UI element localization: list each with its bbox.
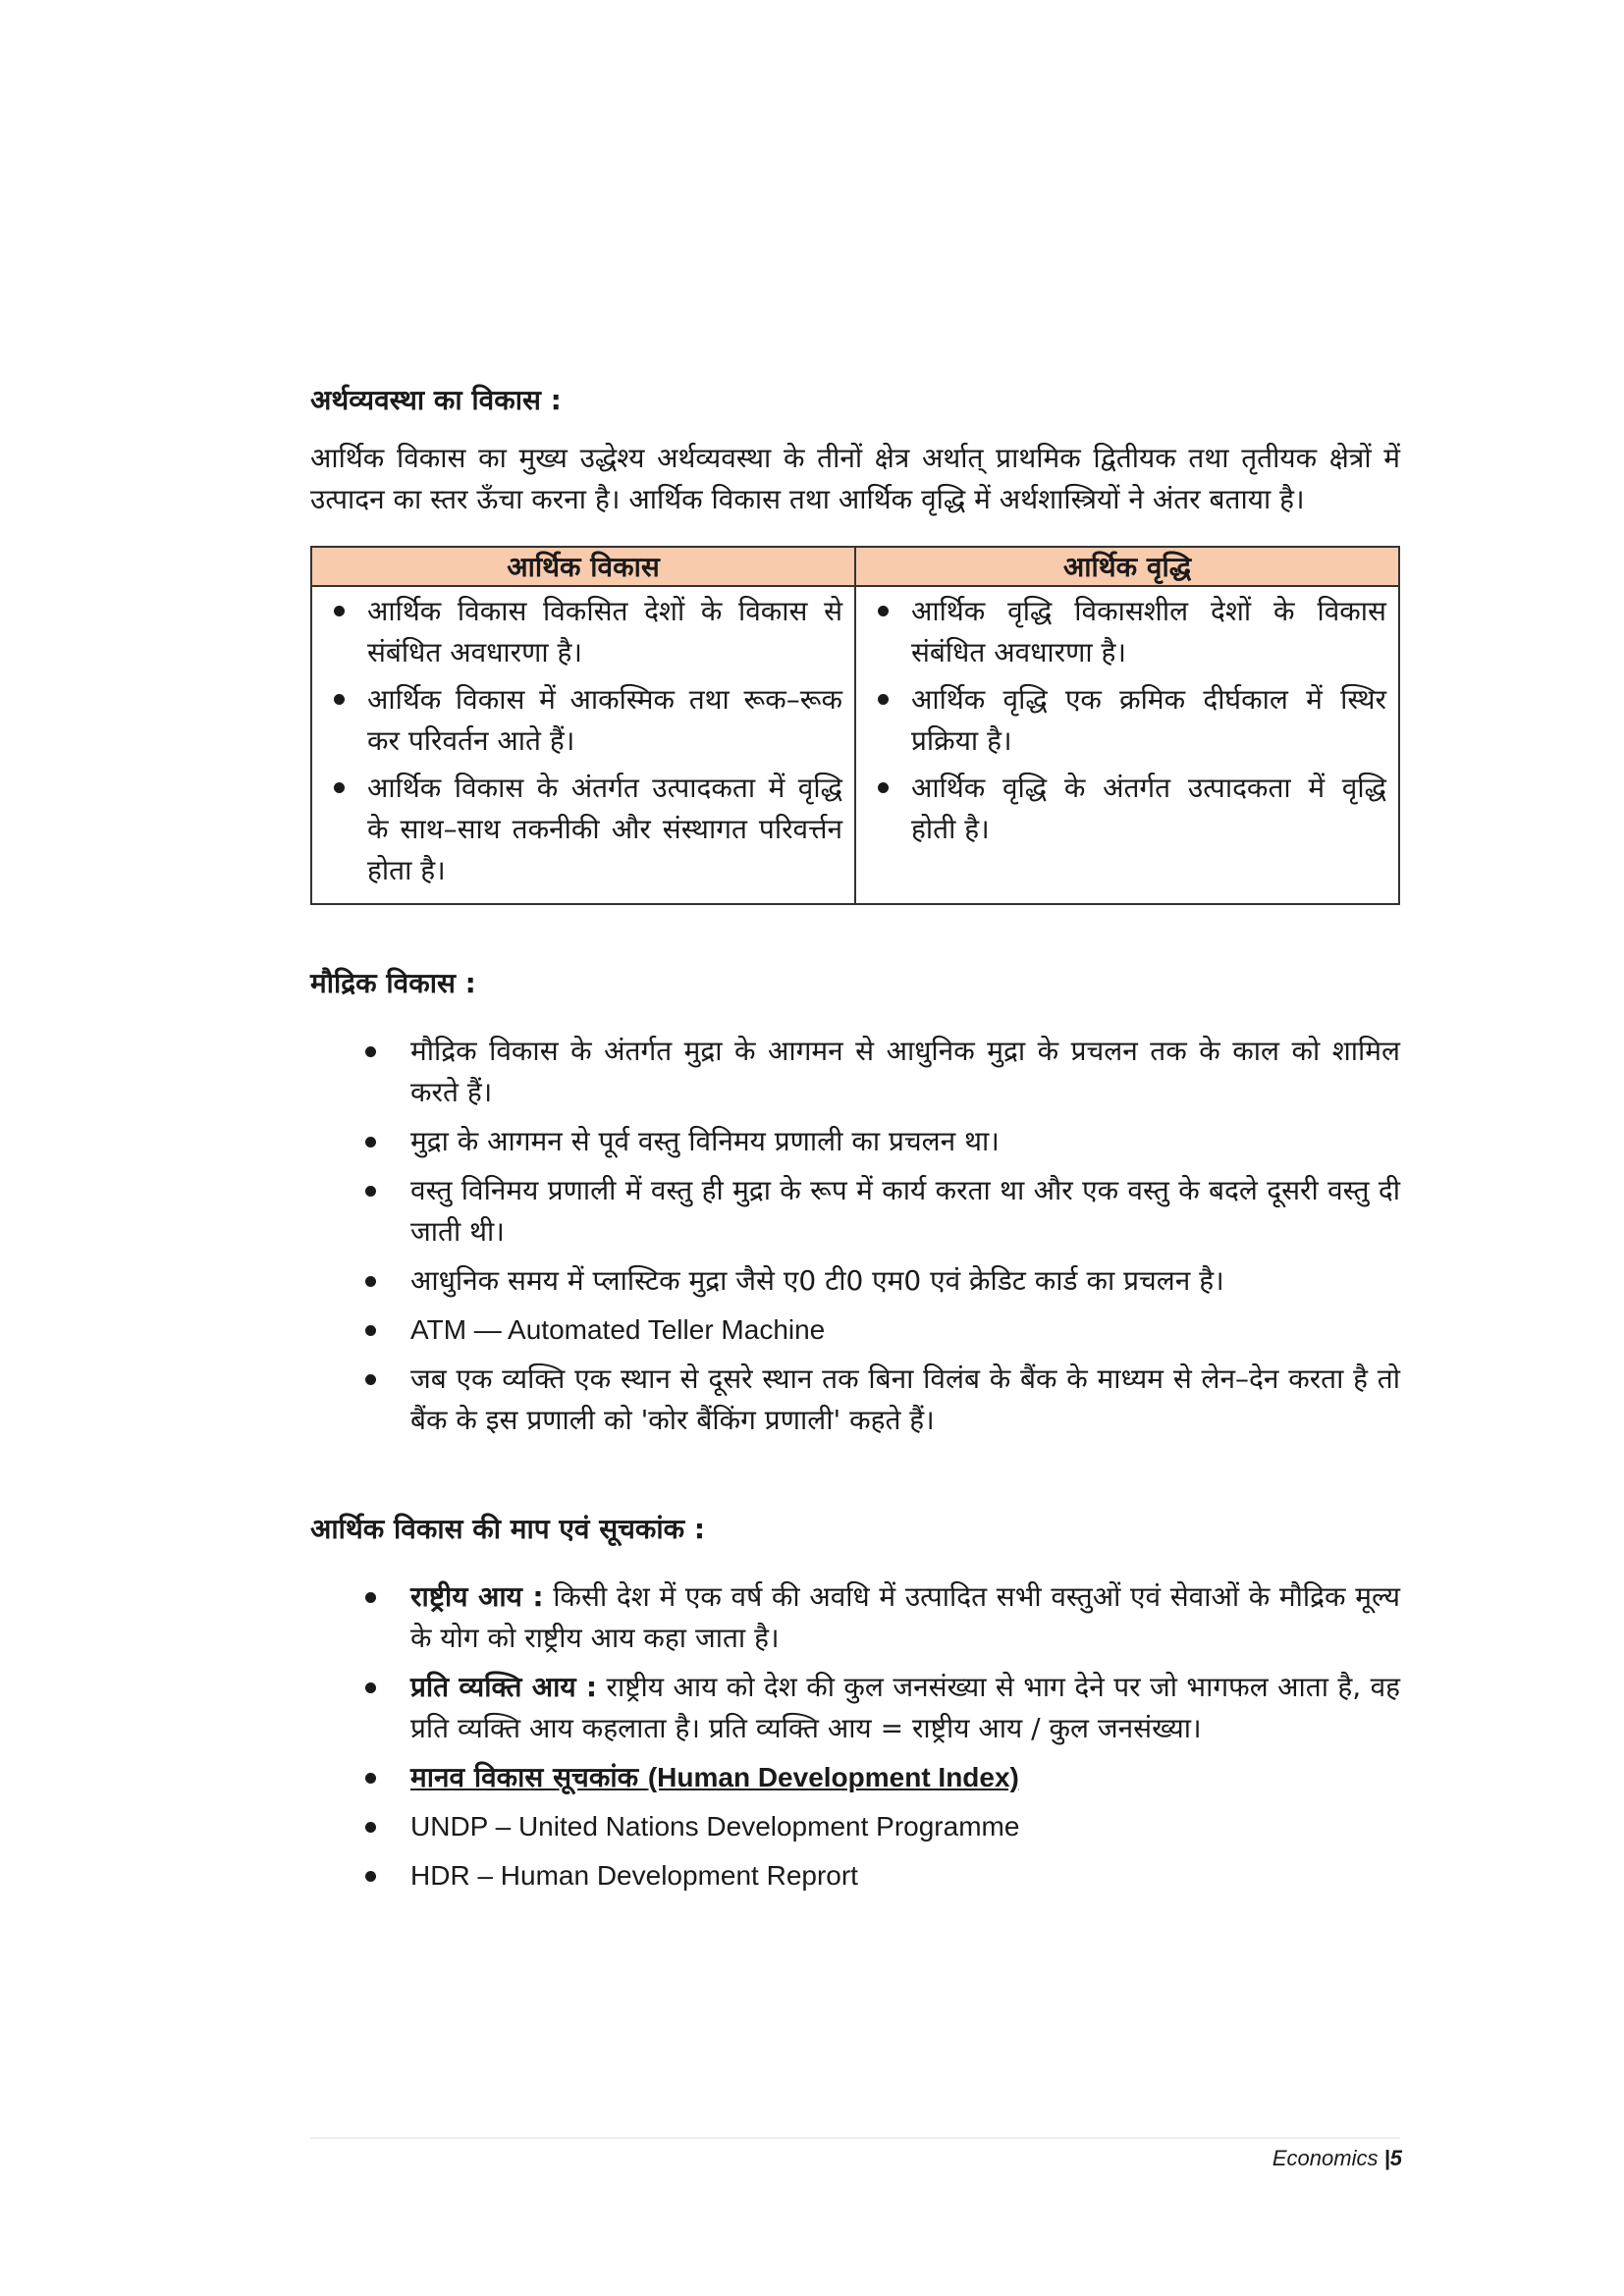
list-item-per-capita-income [310,1667,1400,1749]
list-item: आर्थिक विकास के अंतर्गत उत्पादकता में वृद्धि के साथ–साथ तकनीकी और संस्थागत परिवर्त्तन होता है। [324,768,842,891]
column-economic-growth [855,586,1399,904]
list-item-undp: UNDP – United Nations Development Programme [310,1806,1400,1847]
intro-paragraph: आर्थिक विकास का मुख्य उद्धेश्य अर्थव्यवस्था के तीनों क्षेत्र अर्थात् प्राथमिक द्वितीयक तथा तृतीयक क्षेत्रों में उत्पादन का स्तर ऊँचा करना है। आर्थिक विकास तथा आर्थिक वृद्धि में अर्थशास्त्रियों ने अंतर बताया है। [310,442,1400,515]
column-economic-development [311,586,855,904]
term-national-income: राष्ट्रीय आय : [410,1580,544,1613]
list-item: आर्थिक वृद्धि विकासशील देशों के विकास संबंधित अवधारणा है। [868,591,1386,673]
list-item: आधुनिक समय में प्लास्टिक मुद्रा जैसे ए0 टी0 एम0 एवं क्रेडिट कार्ड का प्रचलन है। [310,1260,1400,1302]
list-item-hdi [310,1757,1400,1798]
heading-economy-development: अर्थव्यवस्था का विकास : [310,384,562,416]
measurement-list [310,1576,1400,1896]
term-per-capita-income: प्रति व्यक्ति आय : [410,1671,598,1703]
header-economic-growth: आर्थिक वृद्धि [855,547,1399,586]
heading-measurement-indices: आर्थिक विकास की माप एवं सूचकांक : [310,1513,706,1545]
table-row [311,586,1399,904]
monetary-list [310,1031,1400,1441]
list-item: वस्तु विनिमय प्रणाली में वस्तु ही मुद्रा के रूप में कार्य करता था और एक वस्तु के बदले दूसरी वस्तु दी जाती थी। [310,1170,1400,1253]
definition-national-income: किसी देश में एक वर्ष की अवधि में उत्पादित सभी वस्तुओं एवं सेवाओं के मौद्रिक मूल्य के योग को राष्ट्रीय आय कहा जाता है। [410,1580,1400,1654]
list-item: मौद्रिक विकास के अंतर्गत मुद्रा के आगमन से आधुनिक मुद्रा के प्रचलन तक के काल को शामिल करते हैं। [310,1031,1400,1113]
list-item: मुद्रा के आगमन से पूर्व वस्तु विनिमय प्रणाली का प्रचलन था। [310,1121,1400,1162]
hdi-hindi: मानव विकास सूचकांक [410,1761,648,1793]
footer-separator: | [1383,2146,1390,2170]
definition-per-capita-income: राष्ट्रीय आय को देश की कुल जनसंख्या से भाग देने पर जो भागफल आता है, वह प्रति व्यक्ति आय कहलाता है। प्रति व्यक्ति आय = राष्ट्रीय आय / कुल जनसंख्या। [410,1671,1401,1744]
page-content [310,381,1400,1904]
list-item-hdr: HDR – Human Development Reprort [310,1855,1400,1896]
header-economic-development: आर्थिक विकास [311,547,855,586]
heading-monetary-development: मौद्रिक विकास : [310,967,476,999]
list-item-atm: ATM — Automated Teller Machine [310,1309,1400,1351]
list-item-national-income [310,1576,1400,1659]
table-header-row [311,547,1399,586]
list-item: आर्थिक वृद्धि के अंतर्गत उत्पादकता में वृद्धि होती है। [868,768,1386,850]
list-item: आर्थिक विकास में आकस्मिक तथा रूक–रूक कर परिवर्तन आते हैं। [324,679,842,762]
comparison-table [310,546,1400,905]
list-item: जब एक व्यक्ति एक स्थान से दूसरे स्थान तक बिना विलंब के बैंक के माध्यम से लेन–देन करता है तो बैंक के इस प्रणाली को 'कोर बैंकिंग प्रणाली' कहते हैं। [310,1359,1400,1441]
hdi-english: (Human Development Index) [647,1762,1019,1792]
page-footer [1272,2144,1402,2173]
page-number: 5 [1389,2146,1402,2170]
footer-subject: Economics [1272,2146,1379,2170]
footer-divider [310,2137,1400,2139]
list-item: आर्थिक विकास विकसित देशों के विकास से संबंधित अवधारणा है। [324,591,842,673]
list-item: आर्थिक वृद्धि एक क्रमिक दीर्घकाल में स्थिर प्रक्रिया है। [868,679,1386,762]
